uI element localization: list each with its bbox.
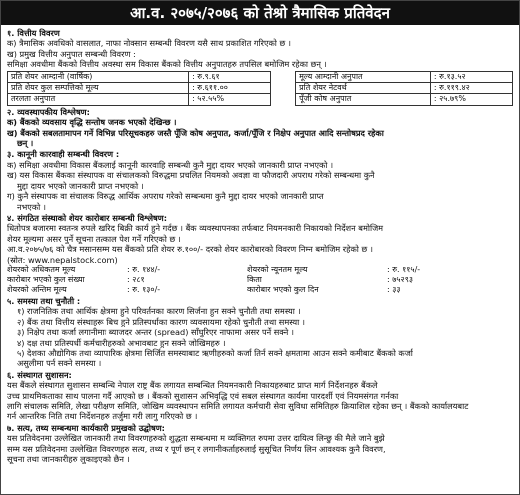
table-cell: : रु.६११.०० <box>189 83 271 94</box>
section-management <box>7 107 513 149</box>
section-heading: ७. सत्य, तथ्य सम्बन्धमा कार्यकारी प्रमुखको उद्घोषण: <box>7 422 165 433</box>
stat-value: : २८१ <box>127 274 145 284</box>
text-line: यस प्रतिवेदनमा उल्लेखित जानकारी तथा विवरणहरुको शुद्धता सम्बन्धमा म व्यक्तिगत रुपमा उत्तर दायित्व लिन्छु की मैले जाने बुझे <box>7 433 385 444</box>
text-line: ख) बैंकको सबलतामापन गर्ने विभिन्न परिसूचकहरु जस्तै पूँजि कोष अनुपात, कर्जा/पूँजि र निक्षेप अनुपात आदि सन्तोषप्रद रहेका <box>7 127 384 138</box>
table-cell: प्रति शेयर कुल सम्पत्तिको मूल्य <box>8 83 189 94</box>
source-link[interactable]: www.nepalstock.com <box>27 254 115 265</box>
list-item-continuation: असुलीमा पर्न सक्ने समस्या । <box>17 358 102 369</box>
table-row <box>8 83 513 94</box>
text-line: यस बैंकले संस्थागत सुशासन सम्बन्धि नेपाल राष्ट्र बैंक लगायत सम्बन्धित नियमनकारी निकायहरुबाट प्राप्त मार्ग निर्देशनहरु बैंकले <box>7 380 378 391</box>
stats-row <box>7 285 513 295</box>
stat-label: शेयरको अधिकतम मूल्य <box>7 264 76 274</box>
text-line: नभएको । <box>17 201 46 212</box>
section-heading: ४. संगठित संस्थाको शेयर कारोबार सम्बन्धी विश्लेषण: <box>7 212 167 223</box>
table-gap <box>271 83 296 94</box>
text-line: धितोपत्र बजारमा स्वतन्त्र रुपले खरिद बिक्री कार्य हुने गर्दछ । बैंक व्यवस्थापनका तर्फबाट नियमनकारी निकायको निर्देशन बमोजिम <box>7 223 384 234</box>
table-gap <box>271 94 296 105</box>
stat-value: : ७५२९३ <box>387 274 414 284</box>
section-declaration <box>7 423 513 465</box>
stats-row <box>7 275 513 285</box>
stats-row <box>7 265 513 275</box>
table-cell: पूँजी कोष अनुपात <box>296 94 431 105</box>
ratio-table <box>7 71 513 106</box>
text-line: शेयर मूल्यमा असर पुर्ने सूचना तत्काल पेश गर्ने गरिएको छ । <box>7 233 181 244</box>
stat-value: : रु. ११५/- <box>387 264 421 274</box>
text-line: छन् । <box>17 138 34 149</box>
table-cell: : ५२.५५% <box>189 94 271 105</box>
table-cell: : रु.९.६१ <box>189 71 271 82</box>
text-line: क) त्रैमासिक अवधिको वासलात, नाफा नोक्सान सम्बन्धी विवरण यसै साथ प्रकाशित गरिएको छ । <box>7 38 291 49</box>
share-stats <box>7 265 513 295</box>
section-share-trading <box>7 213 513 295</box>
stat-value: : रु. १३०/- <box>127 284 161 294</box>
section-heading: ६. संस्थागत सुशासन: <box>7 369 72 380</box>
table-cell: मूल्य आम्दानी अनुपात <box>296 71 431 82</box>
text-line: सम्म यस प्रतिवेदनमा उल्लेखित विवरणहरु सत्य, तथ्य र पूर्ण छन् र लगानीकर्ताहरुलाई सुसूचित निर्णय लिन आवश्यक कुनै विवरण, <box>7 443 386 454</box>
table-gap <box>271 71 296 82</box>
text-line: आ.व.२०७५/७६ को चैत्र मसानसम्म यस बैंकको प्रति शेयर रु.१००/- दरको शेयर कारोबारको विवरण निम्न बमोजिम रहेको छ । <box>7 244 373 255</box>
section-financial <box>7 28 513 106</box>
report-content <box>1 25 519 464</box>
text-line: लागि संचालक समिति, लेखा परीक्षण समिति, जोखिम व्यवस्थापन समिति लगायत कर्मचारी सेवा सुविधा समितिहरु क्रियाशिल रहेका छन् । बैंकको कार्यालयबाट <box>7 401 469 411</box>
text-line: क) बैंकको व्यवसाय वृद्धि सन्तोष जनक भएको देखिन्छ । <box>7 117 177 128</box>
stat-label: शेयरको अन्तिम मूल्य <box>7 284 67 294</box>
table-cell: : रु.१३.५२ <box>430 71 512 82</box>
list-item: ३) निक्षेप तथा कर्जा लगानीमाः ब्याजदर अन्तर (spread) साँघुरिएर नाफामा असर पर्ने सक्ने । <box>17 327 295 338</box>
text-line: क) समिक्षा अवधीमा विकास बैंकलाई कानूनी कारवाहि सम्बन्धी कुनै मुद्दा दायर भएको जानकारी प्राप्त नभएको । <box>7 159 334 170</box>
stat-label: कारोबार भएको कुल दिन <box>247 284 319 294</box>
table-cell: : रु.११९.४२ <box>430 83 512 94</box>
section-heading: ३. कानूनी कारवाही सम्बन्धी विवरण : <box>7 149 120 160</box>
section-heading: ५. समस्या तथा चुनौती : <box>7 295 81 306</box>
text-line: गर्न आन्तरिक निति तथा निर्देशनहरु तर्जुमा गरी लागु गरिएको छ । <box>7 411 198 422</box>
list-item: २) बैंक तथा वित्तीय संस्थाहरू बिच हुने प्रतिस्पर्धाका कारण व्यवसायमा रहेको चुनौती तथा समस्या । <box>17 316 305 327</box>
source-line <box>7 255 513 265</box>
section-legal <box>7 149 513 211</box>
table-cell: : २५.७९% <box>430 94 512 105</box>
section-heading: २. व्यवस्थापकीय विश्लेषण: <box>7 106 90 117</box>
table-cell: तरलता अनुपात <box>8 94 189 105</box>
table-row <box>8 94 513 105</box>
text-line: ग) कुनै संस्थापक वा संचालक विरुद्ध आर्थिक अपराध गरेको सम्बन्धमा कुनै मुद्दा दायर भएको जानकारी प्राप्त <box>7 191 324 202</box>
section-heading: १. वित्तीय विवरण <box>7 28 60 38</box>
text-line: मुद्दा दायर भएको जानकारी प्राप्त नभएको । <box>17 180 144 191</box>
stat-label: कारोबार भएको कुल संख्या <box>7 274 85 284</box>
source-label: (स्रोत: <box>7 254 28 265</box>
section-governance <box>7 370 513 422</box>
stat-label: शेयरको न्यूनतम मूल्य <box>247 264 308 274</box>
report-title: आ.व. २०७५/२०७६ को तेश्रो त्रैमासिक प्रतिवेदन <box>1 1 519 25</box>
list-item: ४) दक्ष तथा प्रतिस्पर्धी कर्मचारीहरुको अभावबाट हुन सक्ने जोखिमहरु । <box>17 337 226 348</box>
text-line: समिक्षा अवधीमा बैंकको वित्तीय अवस्था सम विकास बैंकको वित्तीय अनुपातहरु तपसिल बमोजिम रहेका छन् । <box>7 59 327 70</box>
list-item: १) राजनितिक तथा आर्थिक क्षेत्रमा हुने परिवर्तनका कारण सिर्जना हुन सक्ने चुनौती तथा समस्या । <box>17 306 301 317</box>
list-item: ५) देशका औद्योगिक तथा व्यापारिक क्षेत्रमा सिर्जित समस्याबाट ऋणीहरुको कर्जा तिर्न सक्ने क्षमतामा आउन सक्ने कमीबाट बैंकको कर्जा <box>17 347 413 358</box>
table-row <box>8 71 513 82</box>
text-line: सूचना तथा जानकारीहरु लुकाइएको छैन । <box>7 454 130 465</box>
stat-label: किता <box>247 274 262 284</box>
section-challenges <box>7 296 513 369</box>
table-cell: प्रति शेयर नेटवर्थ <box>296 83 431 94</box>
source-end: ) <box>114 254 118 265</box>
table-cell: प्रति शेयर आम्दानी (वार्षिक) <box>8 71 189 82</box>
stat-value: : ३३ <box>387 284 401 294</box>
stat-value: : रु. १४४/- <box>127 264 161 274</box>
text-line: ख) यस विकास बैंकका संस्थापक वा संचालकको विरुद्धमा प्रचलित नियमको अवज्ञा वा फौजदारी अपराध गरेको सम्बन्धमा कुनै <box>7 170 375 181</box>
text-line: ख) प्रमुख वित्तीय अनुपात सम्बन्धी विवरण : <box>7 48 136 59</box>
text-line: उच्च प्राथमिकताका साथ पालना गर्दै आएको छ । बैंकको सुशासन अभिवृद्धि एवं सबल संस्थागत कार्यमा पारदर्शी एवं नियमसंगत गर्नका <box>7 390 399 401</box>
